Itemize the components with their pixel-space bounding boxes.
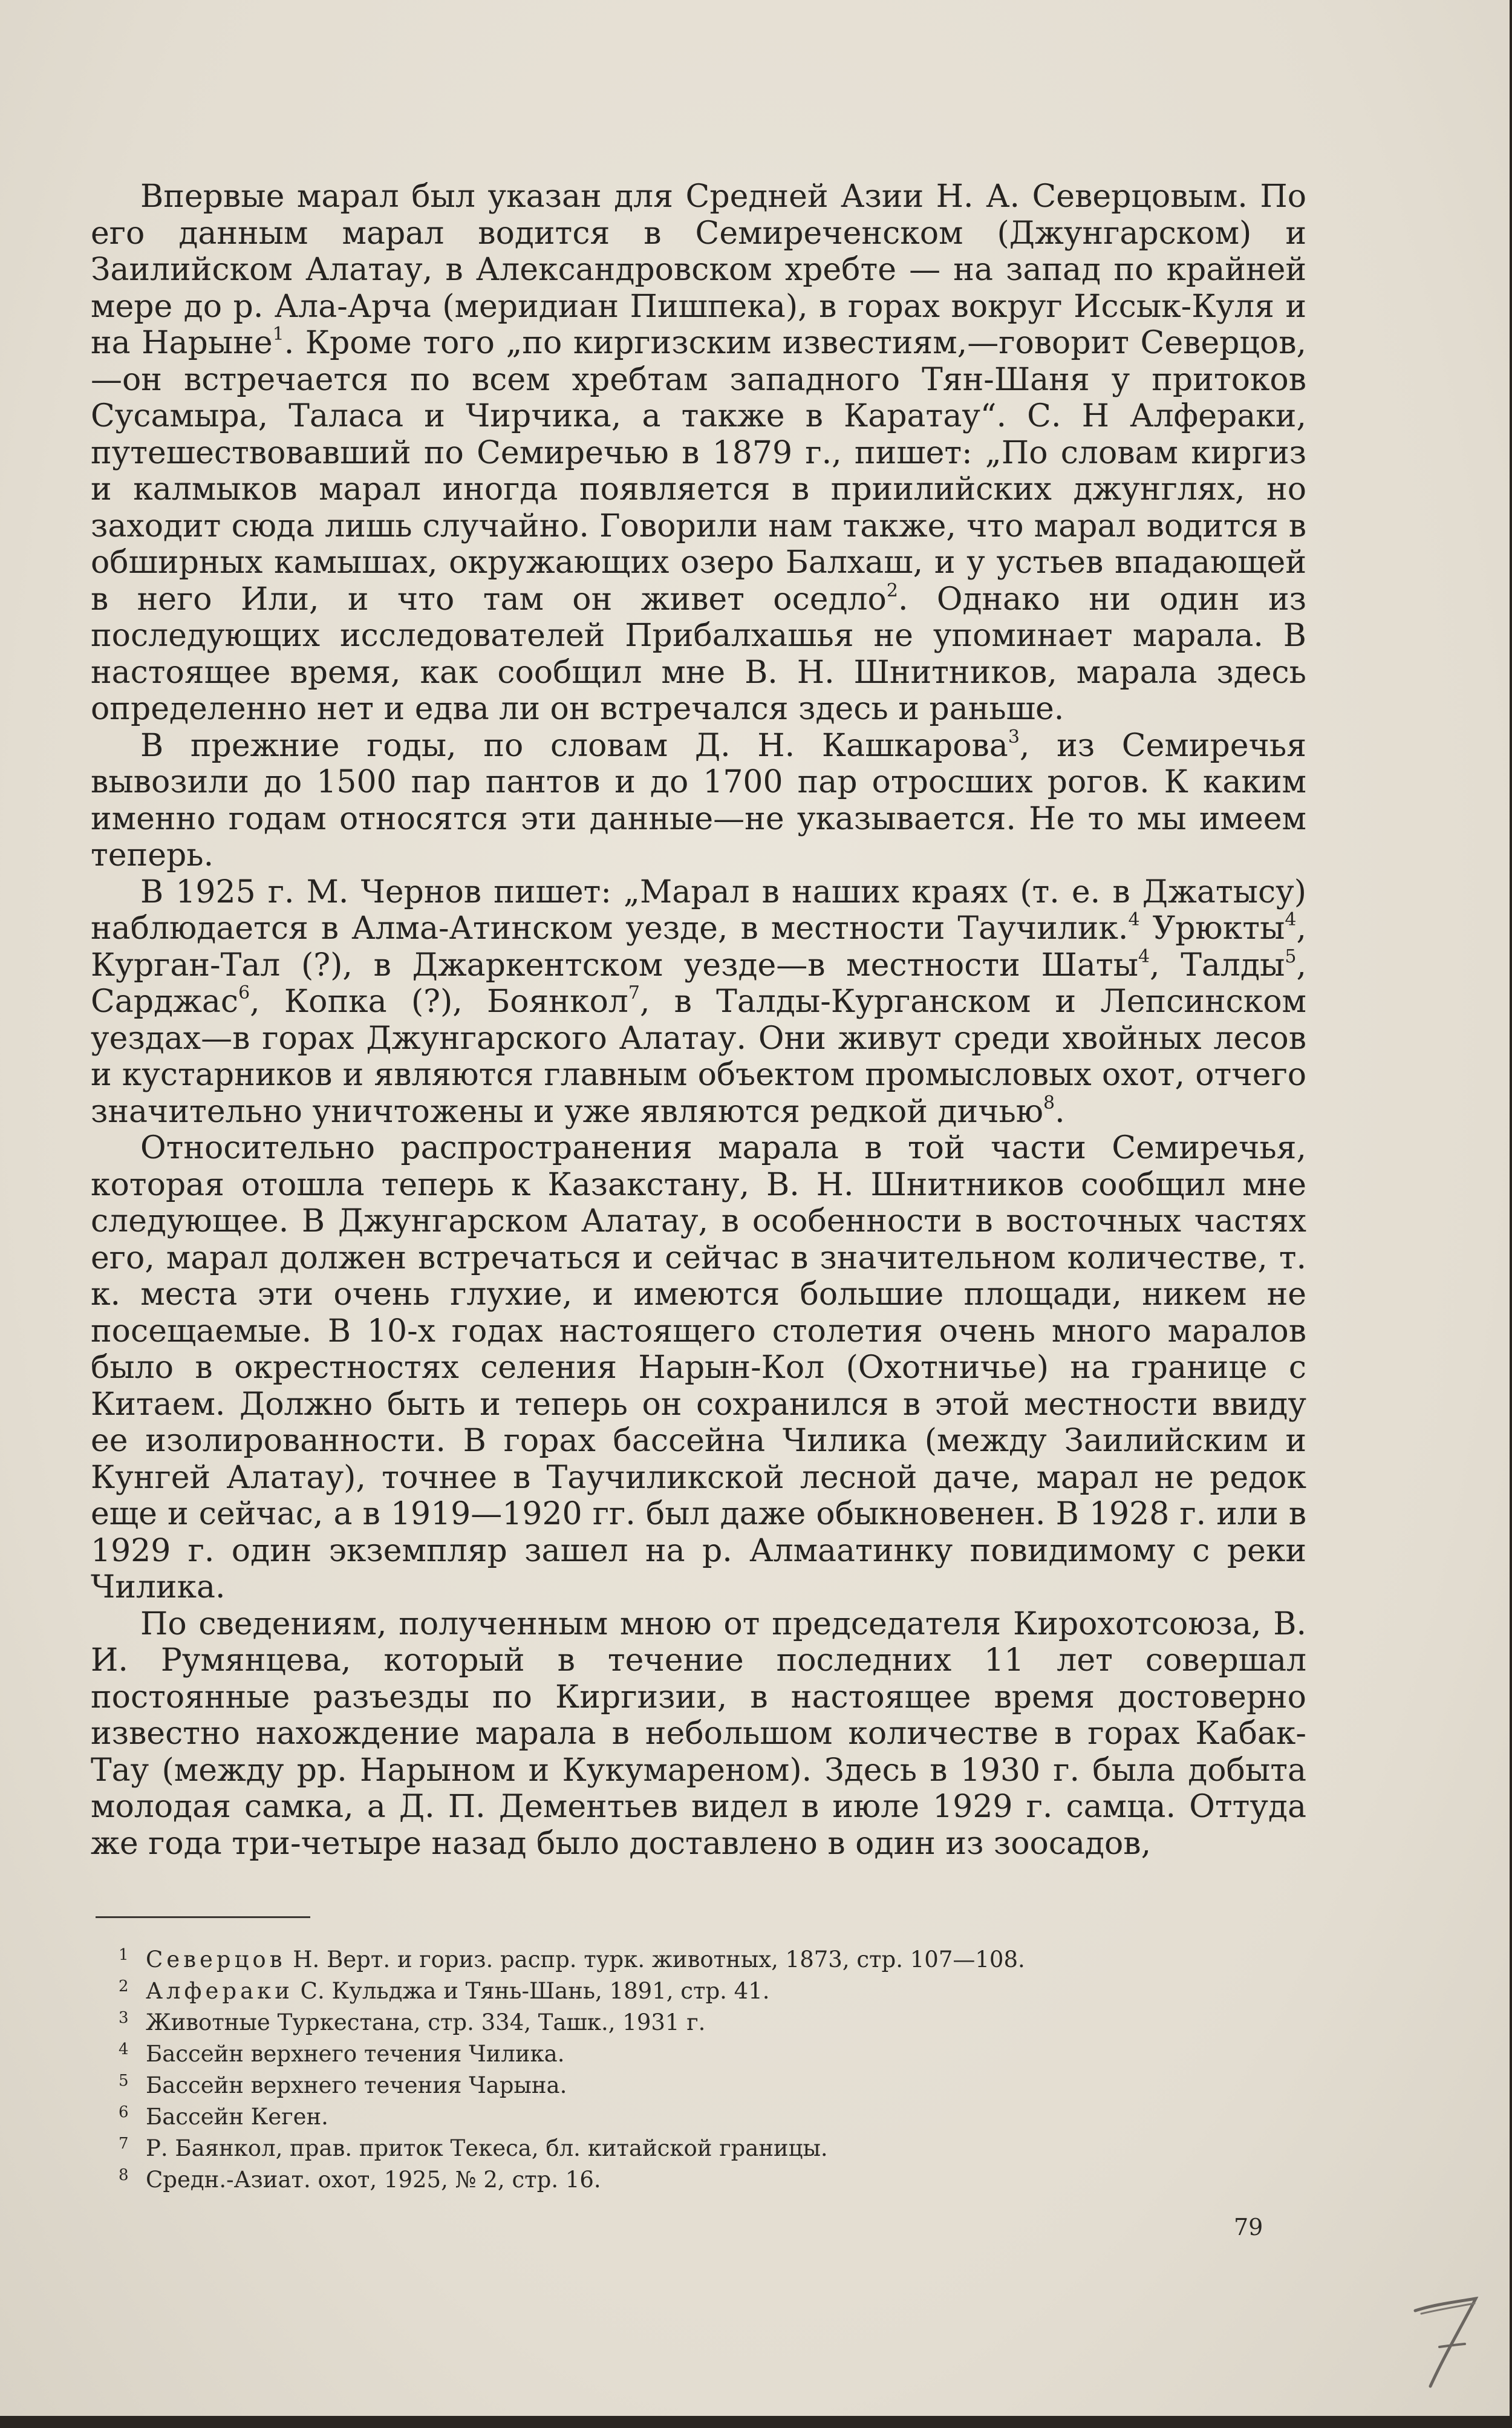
footnote-7: 7 Р. Баянкол, прав. приток Текеса, бл. китайской границы. — [119, 2135, 828, 2161]
footnote-divider — [96, 1916, 310, 1918]
paragraph-5: По сведениям, полученным мною от председателя Кирохотсоюза, В. И. Румянцева, который в течение последних 11 лет совершал постоянные разъезды по Киргизии, в настоящее время достоверно известно нахождение марала в небольшом количестве в горах Кабак-Тау (между рр. Нарыном и Кукумареном). Здесь в 1930 г. была добыта молодая самка, а Д. П. Дементьев видел в июле 1929 г. самца. Оттуда же года три-четыре назад было доставлено в один из зоосадов, — [91, 1605, 1306, 1862]
footnote-ref[interactable]: 4 — [1128, 909, 1140, 930]
paragraph-2: В прежние годы, по словам Д. Н. Кашкарова$^3$, из Семиречья вывозили до 1500 пар пантов и до 1700 пар отросших рогов. К каким именно годам относятся эти данные—не указывается. Не то мы имеем теперь. — [91, 726, 1307, 873]
footnote-ref[interactable]: 4 — [1138, 945, 1150, 967]
footnote-ref[interactable]: 4 — [1285, 909, 1297, 930]
footnote-ref[interactable]: 3 — [1008, 726, 1020, 748]
footnote-ref[interactable]: 2 — [886, 579, 898, 601]
footnote-1: 1 Северцов Н. Верт. и гориз. распр. турк. животных, 1873, стр. 107—108. — [119, 1946, 1025, 1973]
footnote-3: 3 Животные Туркестана, стр. 334, Ташк., 1931 г. — [119, 2009, 706, 2035]
footnote-ref[interactable]: 1 — [272, 324, 284, 345]
paragraph-3: В 1925 г. М. Чернов пишет: „Марал в наших краях (т. е. в Джатысу) наблюдается в Алма-Атинском уезде, в местности Таучилик.$^4$ Урюкты$^4$, Курган-Тал (?), в Джаркентском уезде—в местности Шаты$^4$, Талды$^5$, Сарджас$^6$, Копка (?), Боянкол$^7$, в Талды-Курганском и Лепсинском уездах—в горах Джунгарского Алатау. Они живут среди хвойных лесов и кустарников и являются главным объектом промысловых охот, отчего значительно уничтожены и уже являются редкой дичью$^8$. — [91, 873, 1306, 1130]
footnote-ref[interactable]: 8 — [1043, 1092, 1055, 1114]
footnote-6: 6 Бассейн Кеген. — [119, 2103, 328, 2130]
footnote-8: 8 Средн.-Азиат. охот, 1925, № 2, стр. 16. — [119, 2166, 601, 2193]
page-number: 79 — [1234, 2214, 1263, 2240]
footnote-4: 4 Бассейн верхнего течения Чилика. — [119, 2040, 565, 2067]
footnote-ref[interactable]: 6 — [238, 982, 250, 1004]
main-text — [91, 178, 1306, 1862]
paragraph-1: Впервые марал был указан для Средней Азии Н. А. Северцовым. По его данным марал водится в Семиреченском (Джунгарском) и Заилийском Алатау, в Александровском хребте — на запад по крайней мере до р. Ала-Арча (меридиан Пишпека), в горах вокруг Иссык-Куля и на Нарыне$^1$. Кроме того „по киргизским известиям,—говорит Северцов,—он встречается по всем хребтам западного Тян-Шаня у притоков Сусамыра, Таласа и Чирчика, а также в Каратау“. С. Н Алфераки, путешествовавший по Семиречью в 1879 г., пишет: „По словам киргиз и калмыков марал иногда появляется в приилийских джунглях, но заходит сюда лишь случайно. Говорили нам также, что марал водится в обширных камышах, окружающих озеро Балхаш, и у устьев впадающей в него Или, и что там он живет оседло$^2$. Однако ни один из последующих исследователей Прибалхашья не упоминает марала. В настоящее время, как сообщил мне В. Н. Шнитников, марала здесь определенно нет и едва ли он встречался здесь и раньше. — [91, 178, 1306, 727]
footnote-5: 5 Бассейн верхнего течения Чарына. — [119, 2072, 567, 2098]
footnotes — [119, 1942, 1268, 2193]
footnote-ref[interactable]: 5 — [1285, 945, 1297, 967]
paragraph-4: Относительно распространения марала в той части Семиречья, которая отошла теперь к Казакстану, В. Н. Шнитников сообщил мне следующее. В Джунгарском Алатау, в особенности в восточных частях его, марал должен встречаться и сейчас в значительном количестве, т. к. места эти очень глухие, и имеются большие площади, никем не посещаемые. В 10-х годах настоящего столетия очень много маралов было в окрестностях селения Нарын-Кол (Охотничье) на границе с Китаем. Должно быть и теперь он сохранился в этой местности ввиду ее изолированности. В горах бассейна Чилика (между Заилийским и Кунгей Алатау), точнее в Таучиликской лесной даче, марал не редок еще и сейчас, а в 1919—1920 гг. был даже обыкновенен. В 1928 г. или в 1929 г. один экземпляр зашел на р. Алмаатинку повидимому с реки Чилика. — [91, 1130, 1306, 1605]
handwritten-page-mark — [1397, 2286, 1488, 2395]
footnote-ref[interactable]: 7 — [628, 982, 640, 1004]
footnote-2: 2 Алфераки С. Кульджа и Тянь-Шань, 1891, стр. 41. — [119, 1977, 770, 2004]
